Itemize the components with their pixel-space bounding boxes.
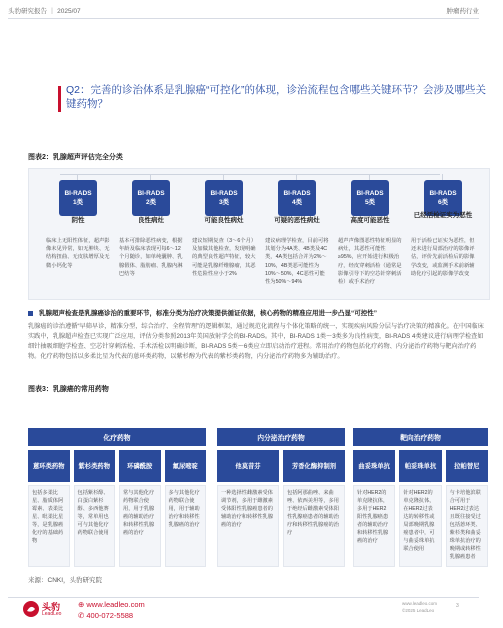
figure3-title: 图表3：乳腺癌的常用药物 (28, 386, 109, 393)
bi-rads-description: 建议短期复查（3～6个月）及加做其他检查，发现明确的典型良性超声特征，较大可能是乳腺纤维腺瘤，其恶性危险性应小于2% (192, 238, 256, 277)
drug-group-header: 靶向治疗药物 (353, 428, 488, 446)
bi-rads-label: BI-RADS (429, 190, 457, 197)
globe-icon: ⊕ (78, 600, 87, 609)
bi-rads-category-name: 可能良性病灶 (204, 217, 244, 224)
bi-rads-class: 4类 (291, 199, 303, 206)
figure2-title: 图表2：乳腺超声评估完全分类 (28, 154, 123, 161)
drug-description: 多与其他化疗药物联合使用，用于辅助治疗和转移性乳腺癌的治疗 (165, 485, 207, 567)
question-heading: Q2：完善的诊治体系是乳腺癌“可控化”的体现，诊治流程包含哪些关键环节？会涉及哪些关键药物？ (66, 84, 486, 110)
drug-description: 针对HER2的单克隆抗体，在HER2过表达的转移性或局部晚期乳腺癌患者中，可与曲妥珠单抗联合使用 (399, 485, 441, 567)
callout-text: 乳腺超声检查是乳腺癌诊治的重要环节，标准分类为治疗决策提供循证依据，核心药物的精准应用进一步凸显“可控性” (39, 310, 377, 317)
bi-rads-category-name: 可疑的恶性病灶 (274, 217, 320, 224)
bi-rads-class: 3类 (218, 199, 230, 206)
drug-description: 包括多柔比星、脂质体阿霉素、表柔比星、吡柔比星等，是乳腺癌化疗的基础药物 (28, 485, 70, 567)
bi-rads-card (424, 180, 462, 216)
drug-name-card: 氟尿嘧啶 (165, 450, 207, 482)
bi-rads-card (205, 180, 243, 216)
drug-description: 常与其他化疗药物联合使用，用于乳腺癌的辅助治疗和转移性乳腺癌的治疗 (119, 485, 161, 567)
bi-rads-label: BI-RADS (64, 190, 92, 197)
drug-description: 一种选择性雌激素受体调节剂，多用于雌激素受体阳性乳腺癌患者的辅助治疗和转移性乳腺癌的治疗 (217, 485, 279, 567)
bi-rads-label: BI-RADS (210, 190, 238, 197)
figure2-connector-line (60, 174, 440, 175)
bi-rads-description: 临床上无阳性体征，超声影像未见异常，如无肿块、无结构扭曲、无皮肤增厚及无微小钙化等 (46, 238, 110, 269)
bi-rads-category-name: 已经活检证实为恶性 (413, 212, 473, 219)
callout (28, 308, 488, 317)
drug-group-header: 内分泌治疗药物 (217, 428, 345, 446)
drug-name-card: 紫杉类药物 (74, 450, 116, 482)
bi-rads-category-name: 良性病灶 (138, 217, 164, 224)
drug-description: 针对HER2的单克隆抗体，多用于HER2阳性乳腺癌患者的辅助治疗和转移性乳腺癌的治疗 (353, 485, 395, 567)
drug-name-card: 帕妥珠单抗 (399, 450, 441, 482)
footer-right-website: www.leadleo.com (402, 601, 438, 606)
footer-phone[interactable] (78, 611, 133, 620)
header-report-title: 头豹研究报告 ｜ 2025/07 (8, 8, 81, 15)
bi-rads-class: 6类 (437, 199, 449, 206)
drug-name-card: 环磷酰胺 (119, 450, 161, 482)
callout-square-icon (28, 311, 33, 316)
bi-rads-class: 2类 (145, 199, 157, 206)
page-number: 3 (456, 603, 459, 609)
bi-rads-card (278, 180, 316, 216)
drug-description: 与卡培他滨联合可用于HER2过表达且既往接受过包括蒽环类、紫杉类和曲妥珠单抗治疗的晚期或转移性乳腺癌患者 (446, 485, 488, 567)
drug-group-header: 化疗药物 (28, 428, 206, 446)
figure2-panel (28, 168, 490, 300)
bi-rads-label: BI-RADS (137, 190, 165, 197)
bi-rads-class: 5类 (364, 199, 376, 206)
footer-divider (8, 597, 479, 598)
bi-rads-description: 用于活检已证实为恶性，但还未进行局部治疗的影像评估，评价先前活检后的影像学改变，或监测手术前新辅助化疗引起的影像学改变 (411, 238, 475, 277)
drug-description: 包括紫杉醇、白蛋白紫杉醇、多西他赛等，常单用也可与其他化疗药物联合使用 (74, 485, 116, 567)
drug-name-card: 蒽环类药物 (28, 450, 70, 482)
bi-rads-card (59, 180, 97, 216)
bi-rads-label: BI-RADS (356, 190, 384, 197)
bi-rads-description: 基本可排除恶性病变，根据年龄及临床表现可每6～12个月随诊，如单纯囊肿、乳腺假体、脂肪瘤、乳腺内淋巴结等 (119, 238, 183, 277)
footer-copyright: ©2025 LeadLeo (402, 608, 435, 613)
phone-icon: ✆ (78, 611, 87, 620)
bi-rads-category-name: 高度可能恶性 (350, 217, 390, 224)
footer-website[interactable] (78, 600, 145, 609)
drug-name-card: 拉帕替尼 (446, 450, 488, 482)
footer-website-text: www.leadleo.com (86, 600, 145, 609)
header-industry: 肿瘤药行业 (446, 8, 479, 15)
drug-name-card: 曲妥珠单抗 (353, 450, 395, 482)
source-note: 来源：CNKI，头豹研究院 (28, 577, 103, 584)
bi-rads-description: 建议病理学检查，目前可将其划分为4A类、4B类及4C类，4A类包括合并为2%～10%，4B类恶可能性为10%～50%，4C恶性可能性为50%～94% (265, 238, 329, 286)
bi-rads-category-name: 阴性 (71, 217, 85, 224)
drug-name-card: 他莫昔芬 (217, 450, 279, 482)
logo-subtext: LeadLeo (42, 611, 62, 617)
bi-rads-description: 超声声像图恶性特征明显的病灶，其恶性可能性≥95%，应开始进行积极治疗，经皮穿刺活检（通常是影像引导下的空芯针穿刺活检）或手术治疗 (338, 238, 402, 286)
footer-phone-text: 400-072-5588 (86, 611, 134, 620)
drug-description: 包括阿那曲唑、来曲唑、依西美坦等，多用于绝经后雌激素受体阳性乳腺癌患者的辅助治疗和转移性乳腺癌的治疗 (283, 485, 345, 567)
leopard-logo-icon (22, 600, 40, 618)
bi-rads-card (351, 180, 389, 216)
drug-name-card: 芳香化酶抑制剂 (283, 450, 345, 482)
bi-rads-card (132, 180, 170, 216)
body-paragraph: 乳腺癌的诊治遵循“早筛早诊，精准分型，综合治疗、全程管理”的逻辑框架，通过规范化流程与个体化策略的统一，实现疾病风险分层与治疗决策的精准化。在中国临床实践中，乳腺超声检查已实现广泛应用，评估分类参照2013年美国放射学会的BI-RADS。其中，BI-RADS 1类～3类多为良性病变，BI-RADS 4类建议进行病理学检查如细针抽吸细胞学检查、空芯针穿刺活检、手术活检以明确诊断，BI-RADS 5类～6类应立即启动治疗进程。常用治疗药物包括化疗药物、内分泌治疗药物与靶向治疗药物。化疗药物包括以多柔比星为代表的蒽环类药物，以紫杉醇为代表的紫杉类药物，内分泌治疗药物多为辅助治疗。 (28, 323, 484, 360)
bi-rads-class: 1类 (72, 199, 84, 206)
header-divider (8, 18, 479, 19)
bi-rads-label: BI-RADS (283, 190, 311, 197)
question-accent-bar (58, 86, 61, 112)
logo-text: 头豹 (42, 602, 61, 612)
